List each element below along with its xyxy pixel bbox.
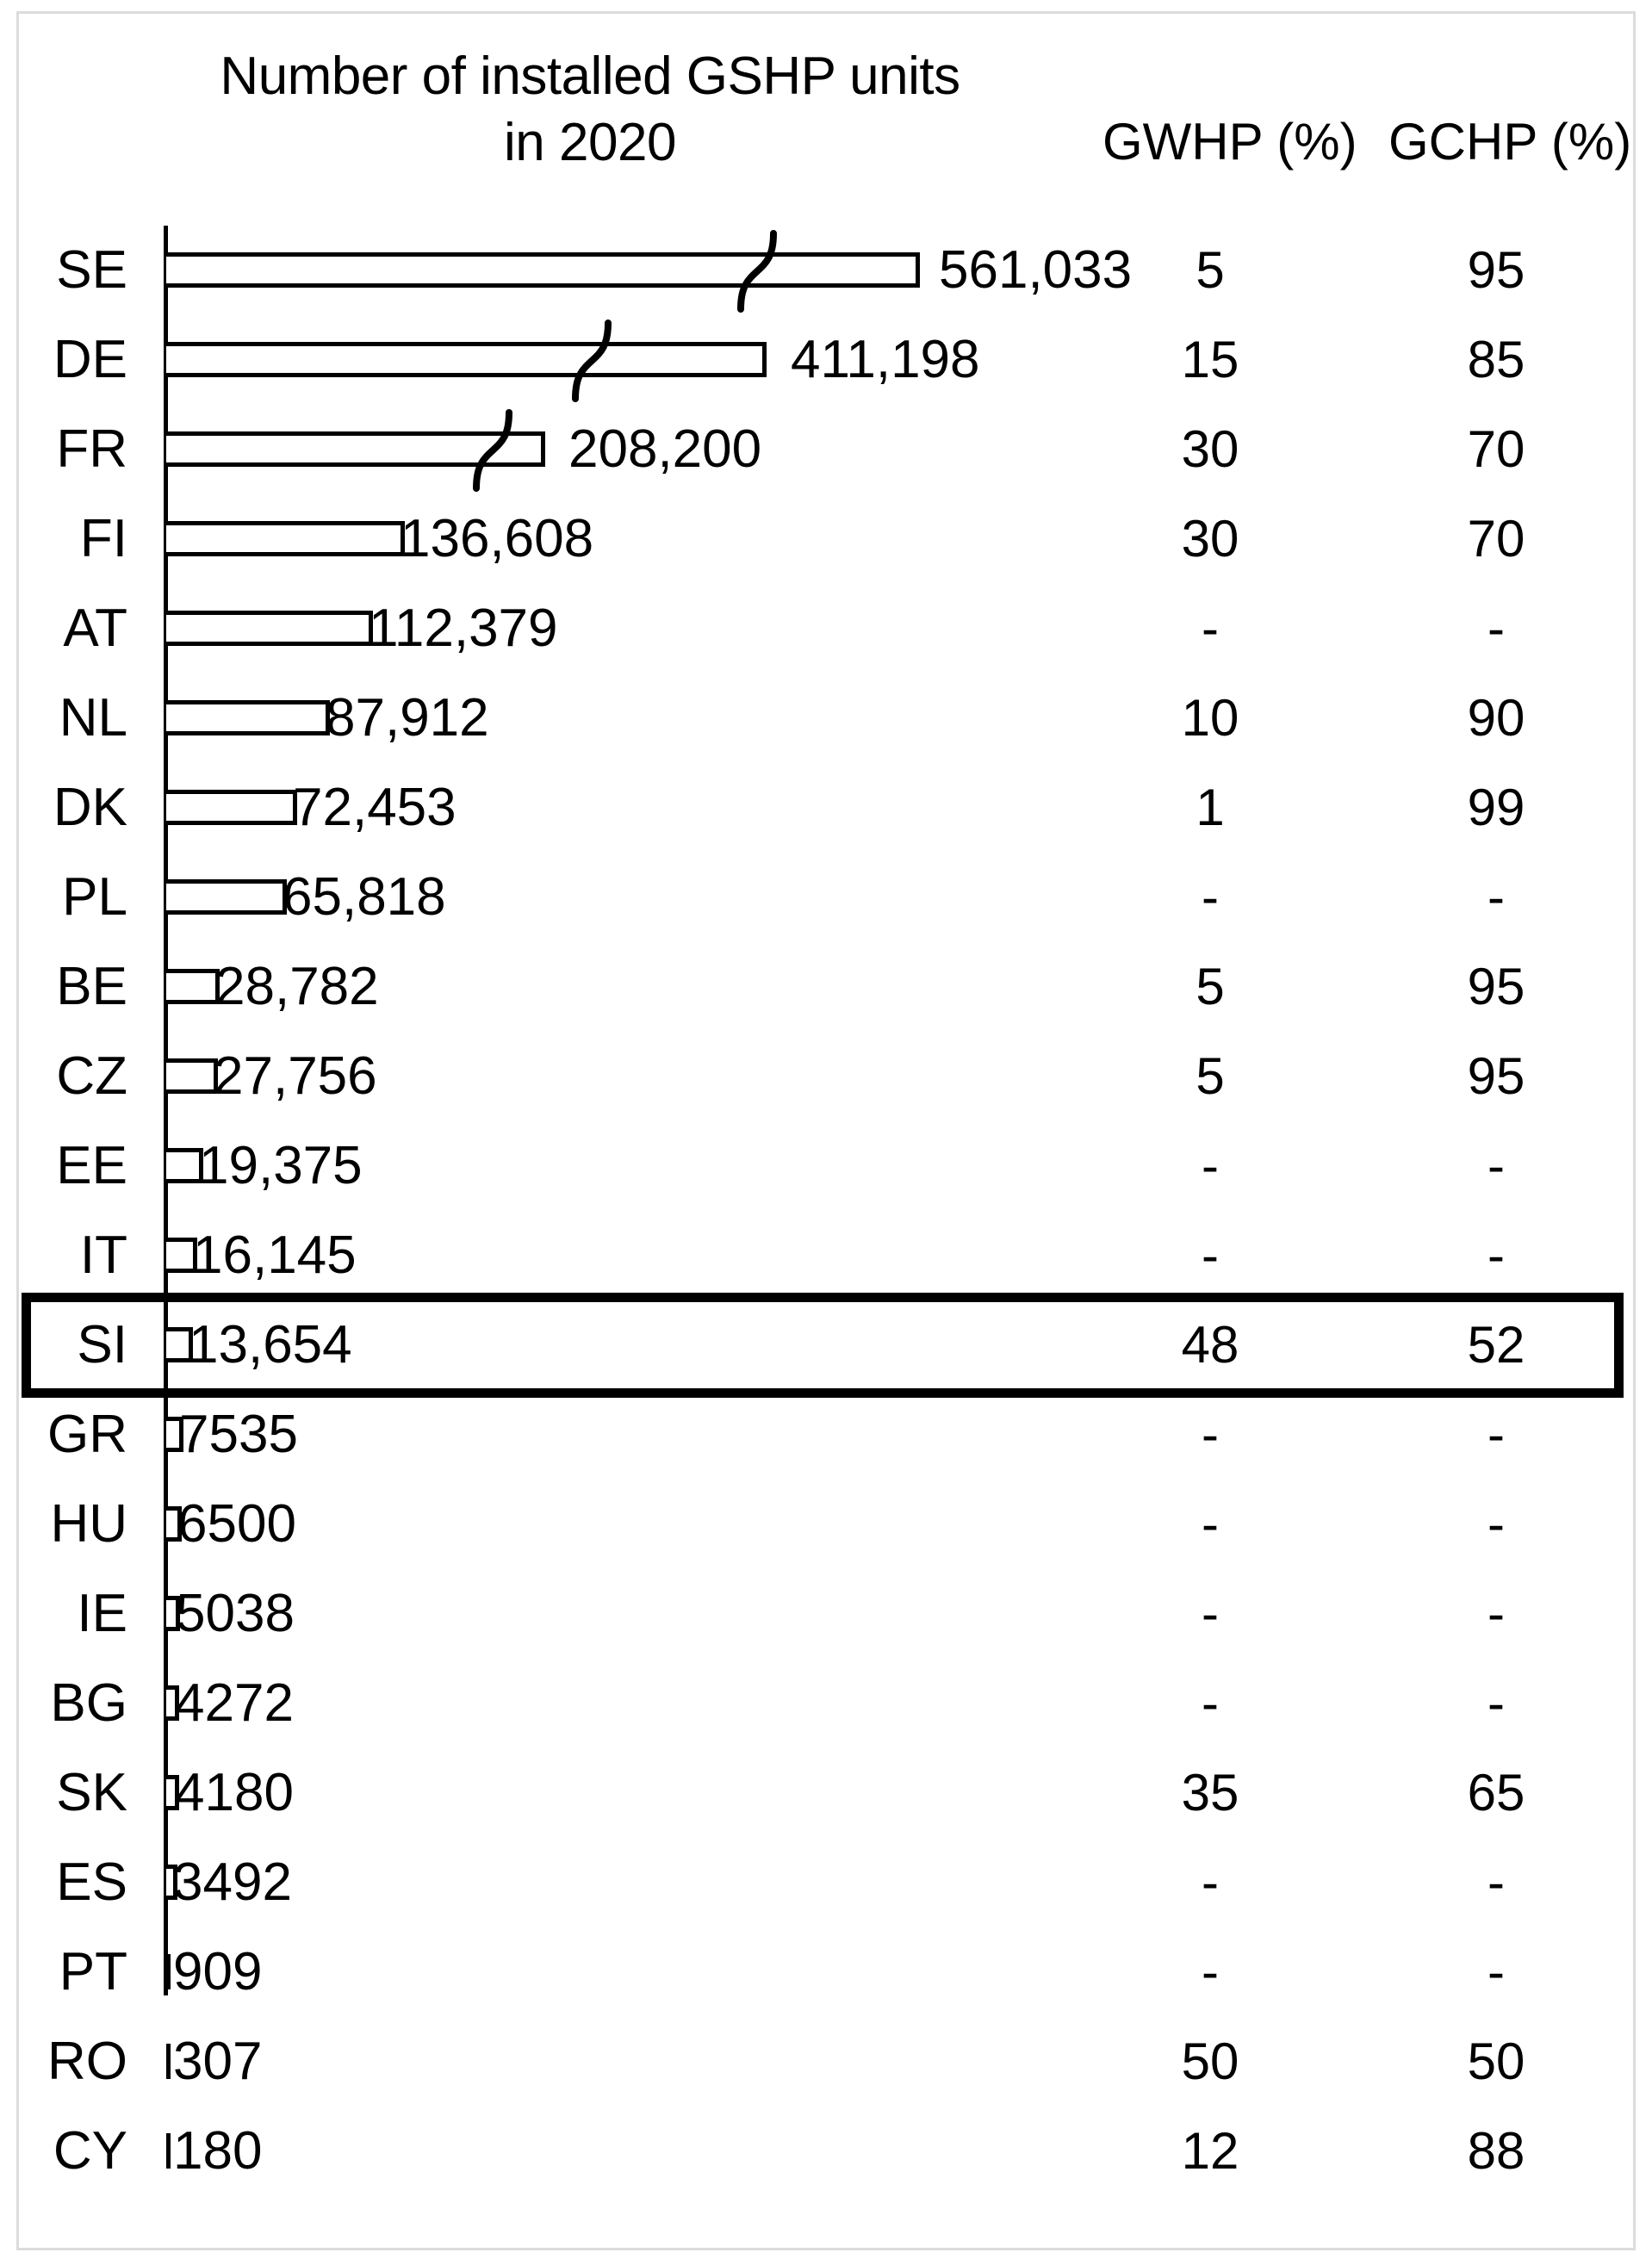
chart-row [0, 1927, 1652, 2017]
gchp-value: 52 [1467, 1316, 1525, 1374]
bar-value-label: 180 [173, 2121, 263, 2181]
bar-nl [166, 700, 330, 735]
bar-value-label: 7535 [179, 1405, 298, 1464]
bar-rect [166, 790, 297, 825]
bar-rect [166, 1058, 218, 1094]
title-line-2: in 2020 [504, 113, 676, 173]
gchp-value: - [1487, 1674, 1505, 1732]
gwhp-value: - [1202, 1495, 1219, 1553]
gwhp-value: 48 [1181, 1316, 1239, 1374]
category-label-bg: BG [50, 1673, 127, 1733]
bar-cy [166, 2133, 170, 2169]
category-label-pt: PT [59, 1942, 127, 2001]
category-label-ie: IE [77, 1584, 127, 1643]
chart-row [0, 226, 1652, 315]
bar-de [166, 342, 767, 377]
bar-value-label: 909 [173, 1942, 263, 2001]
gwhp-value: - [1202, 1406, 1219, 1463]
chart-row [0, 1480, 1652, 1569]
bar-value-label: 13,654 [189, 1315, 352, 1375]
category-label-cz: CZ [56, 1046, 127, 1106]
bar-rect [166, 879, 287, 915]
gchp-value: - [1487, 1137, 1505, 1195]
gwhp-value: - [1202, 1137, 1219, 1195]
bar-ro [166, 2044, 170, 2079]
bar-value-label: 3492 [173, 1852, 292, 1912]
category-label-fi: FI [79, 509, 127, 568]
gwhp-value: 5 [1196, 241, 1225, 299]
bar-value-label: 72,453 [293, 778, 456, 837]
bar-rect [166, 431, 545, 467]
category-label-cy: CY [53, 2121, 127, 2181]
bar-value-label: 4180 [175, 1763, 294, 1822]
gwhp-value: 15 [1181, 331, 1239, 388]
gchp-value: 65 [1467, 1764, 1525, 1821]
column-header-gchp: GCHP (%) [1388, 113, 1632, 171]
bar-se [166, 252, 920, 288]
category-label-ee: EE [56, 1136, 127, 1195]
bar-rect [166, 1148, 203, 1183]
gchp-value: - [1487, 1853, 1505, 1911]
chart-row [0, 1390, 1652, 1480]
chart-row [0, 1211, 1652, 1300]
bar-rect [166, 700, 330, 735]
category-label-gr: GR [47, 1405, 127, 1464]
bar-rect [166, 2133, 171, 2169]
bar-cz [166, 1058, 218, 1094]
gwhp-value: - [1202, 1943, 1219, 2001]
category-label-sk: SK [56, 1763, 127, 1822]
bar-value-label: 307 [173, 2032, 263, 2091]
gchp-value: - [1487, 868, 1505, 926]
category-label-se: SE [56, 240, 127, 300]
gwhp-value: - [1202, 599, 1219, 657]
category-label-es: ES [56, 1852, 127, 1912]
category-label-fr: FR [56, 419, 127, 479]
category-label-de: DE [53, 330, 127, 389]
bar-rect [166, 1954, 171, 1989]
chart-row [0, 1838, 1652, 1927]
bar-at [166, 611, 373, 646]
gchp-value: 95 [1467, 1047, 1525, 1105]
bar-value-label: 112,379 [369, 599, 558, 658]
gwhp-value: - [1202, 1674, 1219, 1732]
chart-row [0, 2107, 1652, 2196]
bar-pt [166, 1954, 171, 1989]
gchp-value: 90 [1467, 689, 1525, 747]
bar-value-label: 19,375 [199, 1136, 363, 1195]
bar-value-label: 65,818 [283, 867, 446, 927]
chart-row [0, 405, 1652, 494]
gchp-value: 50 [1467, 2032, 1525, 2090]
category-label-ro: RO [47, 2032, 127, 2091]
chart-row [0, 315, 1652, 405]
category-label-nl: NL [59, 688, 127, 748]
chart-row [0, 494, 1652, 584]
bar-rect [166, 342, 767, 377]
bar-value-label: 6500 [177, 1494, 296, 1554]
bar-fi [166, 521, 405, 556]
bar-value-label: 561,033 [939, 240, 1133, 300]
bar-value-label: 208,200 [568, 419, 762, 479]
gchp-value: - [1487, 1585, 1505, 1642]
chart-row [0, 763, 1652, 853]
bar-value-label: 27,756 [214, 1046, 377, 1106]
gwhp-value: 1 [1196, 779, 1225, 836]
gwhp-value: - [1202, 1853, 1219, 1911]
category-label-pl: PL [62, 867, 127, 927]
chart-row [0, 853, 1652, 942]
bar-ee [166, 1148, 203, 1183]
title-line-1: Number of installed GSHP units [220, 47, 960, 106]
column-header-gwhp: GWHP (%) [1102, 113, 1357, 171]
bar-rect [166, 521, 405, 556]
gchp-value: 95 [1467, 958, 1525, 1015]
bar-pl [166, 879, 287, 915]
chart-row [0, 673, 1652, 763]
bar-rect [166, 969, 220, 1004]
category-label-hu: HU [50, 1494, 127, 1554]
category-label-si: SI [77, 1315, 127, 1375]
gwhp-value: 35 [1181, 1764, 1239, 1821]
bar-rect [166, 252, 920, 288]
category-label-at: AT [63, 599, 127, 658]
bar-value-label: 411,198 [791, 330, 980, 389]
chart-row [0, 1569, 1652, 1659]
gchp-value: 70 [1467, 420, 1525, 478]
bar-value-label: 16,145 [193, 1226, 357, 1285]
gwhp-value: 30 [1181, 510, 1239, 568]
category-label-be: BE [56, 957, 127, 1016]
gchp-value: - [1487, 1495, 1505, 1553]
bar-value-label: 4272 [175, 1673, 294, 1733]
gwhp-value: 12 [1181, 2122, 1239, 2180]
gchp-value: 88 [1467, 2122, 1525, 2180]
gwhp-value: 5 [1196, 1047, 1225, 1105]
chart-row [0, 1121, 1652, 1211]
bar-rect [166, 2044, 171, 2079]
gchp-value: - [1487, 1943, 1505, 2001]
gchp-value: - [1487, 1226, 1505, 1284]
chart-row [0, 2017, 1652, 2107]
bar-value-label: 136,608 [401, 509, 594, 568]
gwhp-value: 50 [1181, 2032, 1239, 2090]
gwhp-value: - [1202, 1585, 1219, 1642]
gwhp-value: 30 [1181, 420, 1239, 478]
bar-be [166, 969, 220, 1004]
chart-row [0, 1659, 1652, 1748]
bar-value-label: 87,912 [326, 688, 489, 748]
chart-row [0, 1032, 1652, 1121]
gwhp-value: - [1202, 1226, 1219, 1284]
gwhp-value: 10 [1181, 689, 1239, 747]
chart-row [0, 1300, 1652, 1390]
bar-dk [166, 790, 297, 825]
gwhp-value: 5 [1196, 958, 1225, 1015]
gchp-value: 85 [1467, 331, 1525, 388]
gchp-value: 70 [1467, 510, 1525, 568]
chart-row [0, 584, 1652, 673]
gwhp-value: - [1202, 868, 1219, 926]
bar-rect [166, 611, 373, 646]
bar-value-label: 28,782 [215, 957, 379, 1016]
gchp-value: - [1487, 599, 1505, 657]
gchp-value: 95 [1467, 241, 1525, 299]
category-label-it: IT [79, 1226, 127, 1285]
chart-row [0, 942, 1652, 1032]
bar-value-label: 5038 [176, 1584, 295, 1643]
bar-fr [166, 431, 545, 467]
gchp-value: - [1487, 1406, 1505, 1463]
chart-row [0, 1748, 1652, 1838]
category-label-dk: DK [53, 778, 127, 837]
gchp-value: 99 [1467, 779, 1525, 836]
